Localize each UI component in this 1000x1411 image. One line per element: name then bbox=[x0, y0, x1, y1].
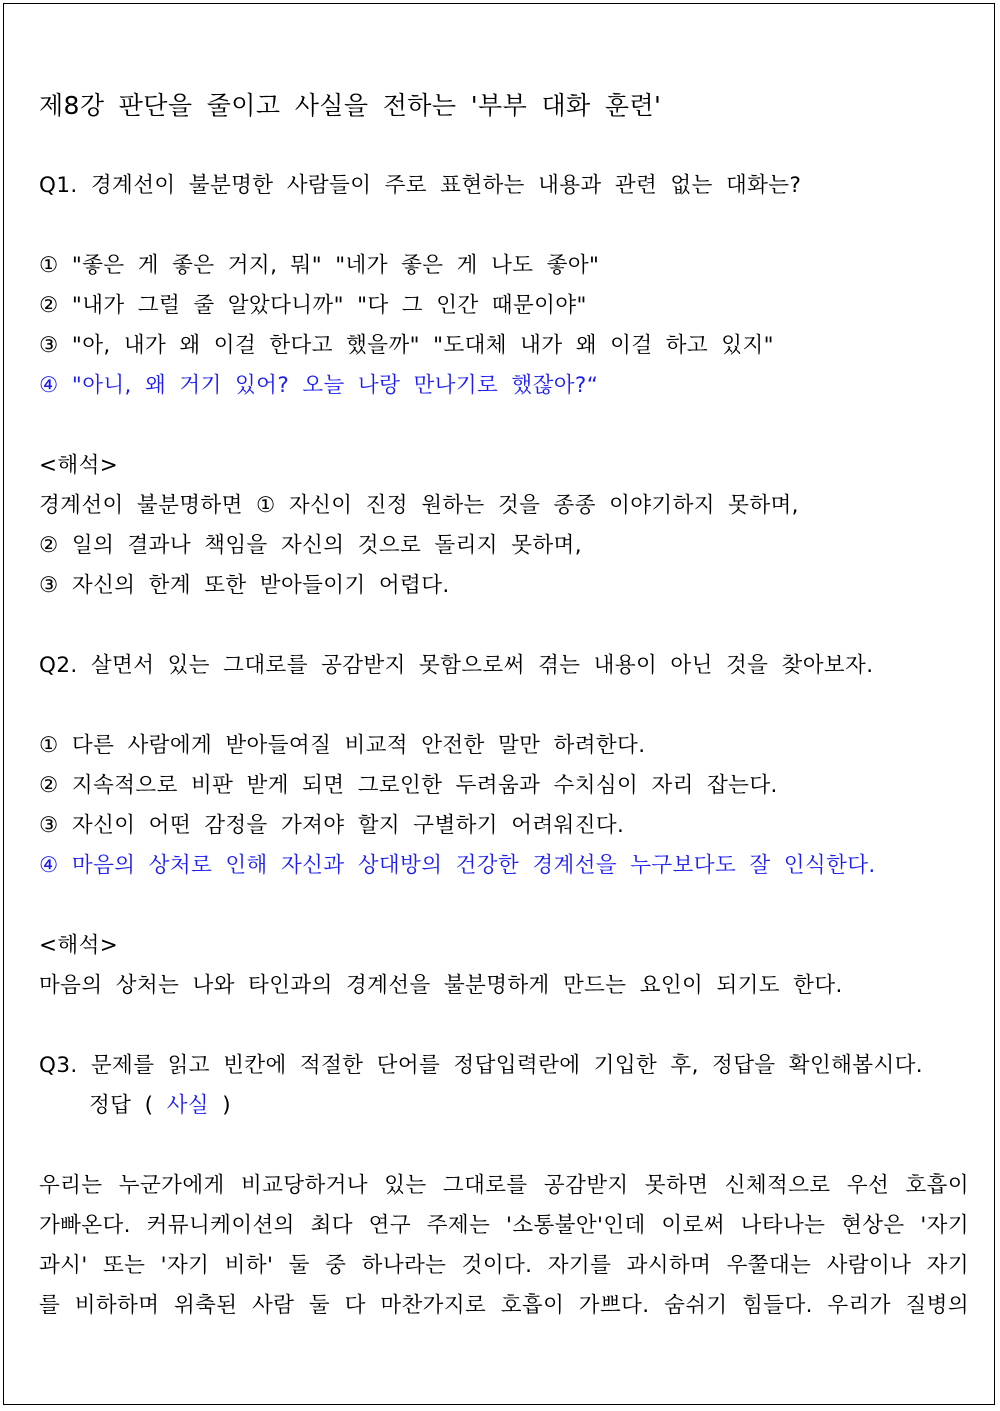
q3-answer-line bbox=[39, 1086, 969, 1126]
spacer bbox=[39, 1006, 969, 1046]
q2-option-1: ① 다른 사람에게 받아들여질 비교적 안전한 말만 하려한다. bbox=[39, 733, 646, 758]
q2-option-2: ② 지속적으로 비판 받게 되면 그로인한 두려움과 수치심이 자리 잡는다. bbox=[39, 773, 778, 798]
document-content bbox=[39, 86, 969, 1326]
q1-explanation-line-1: 경계선이 불분명하면 ① 자신이 진정 원하는 것을 종종 이야기하지 못하며, bbox=[39, 493, 799, 518]
q3-answer-suffix: ) bbox=[222, 1093, 231, 1118]
q2-option-3: ③ 자신이 어떤 감정을 가져야 할지 구별하기 어려워진다. bbox=[39, 813, 625, 838]
spacer bbox=[39, 406, 969, 446]
body-paragraph-line-2: 가빠온다. 커뮤니케이션의 최다 연구 주제는 '소통불안'인데 이로써 나타나는 현상은 '자기 bbox=[39, 1213, 969, 1238]
spacer bbox=[39, 206, 969, 246]
q3-question: Q3. 문제를 읽고 빈칸에 적절한 단어를 정답입력란에 기입한 후, 정답을 확인해봅시다. bbox=[39, 1053, 924, 1078]
spacer bbox=[39, 686, 969, 726]
q1-question: Q1. 경계선이 불분명한 사람들이 주로 표현하는 내용과 관련 없는 대화는? bbox=[39, 173, 802, 198]
q1-option-2: ② "내가 그럴 줄 알았다니까" "다 그 인간 때문이야" bbox=[39, 293, 587, 318]
q1-explanation-label: <해석> bbox=[39, 453, 119, 478]
q3-answer-value: 사실 bbox=[166, 1093, 209, 1118]
q1-option-1: ① "좋은 게 좋은 거지, 뭐" "네가 좋은 게 나도 좋아" bbox=[39, 253, 600, 278]
body-paragraph-line-1: 우리는 누군가에게 비교당하거나 있는 그대로를 공감받지 못하면 신체적으로 우선 호흡이 bbox=[39, 1173, 969, 1198]
q2-explanation-label: <해석> bbox=[39, 933, 119, 958]
spacer bbox=[39, 606, 969, 646]
q2-option-4-correct: ④ 마음의 상처로 인해 자신과 상대방의 건강한 경계선을 누구보다도 잘 인식한다. bbox=[39, 853, 876, 878]
q2-question: Q2. 살면서 있는 그대로를 공감받지 못함으로써 겪는 내용이 아닌 것을 찾아보자. bbox=[39, 653, 874, 678]
spacer bbox=[39, 1126, 969, 1166]
body-paragraph-line-4: 를 비하하며 위축된 사람 둘 다 마찬가지로 호흡이 가쁘다. 숨쉬기 힘들다. 우리가 질병의 bbox=[39, 1293, 969, 1318]
q1-explanation-line-3: ③ 자신의 한계 또한 받아들이기 어렵다. bbox=[39, 573, 450, 598]
body-paragraph-line-3: 과시' 또는 '자기 비하' 둘 중 하나라는 것이다. 자기를 과시하며 우쭐대는 사람이나 자기 bbox=[39, 1253, 969, 1278]
q2-explanation-line-1: 마음의 상처는 나와 타인과의 경계선을 불분명하게 만드는 요인이 되기도 한다. bbox=[39, 973, 843, 998]
q1-option-3: ③ "아, 내가 왜 이걸 한다고 했을까" "도대체 내가 왜 이걸 하고 있지" bbox=[39, 333, 774, 358]
lesson-title: 제8강 판단을 줄이고 사실을 전하는 '부부 대화 훈련' bbox=[39, 91, 662, 120]
q1-option-4-correct: ④ "아니, 왜 거기 있어? 오늘 나랑 만나기로 했잖아?“ bbox=[39, 373, 599, 398]
spacer bbox=[39, 886, 969, 926]
q3-answer-prefix: 정답 ( bbox=[89, 1093, 154, 1118]
q1-explanation-line-2: ② 일의 결과나 책임을 자신의 것으로 돌리지 못하며, bbox=[39, 533, 582, 558]
document-page bbox=[3, 3, 995, 1405]
